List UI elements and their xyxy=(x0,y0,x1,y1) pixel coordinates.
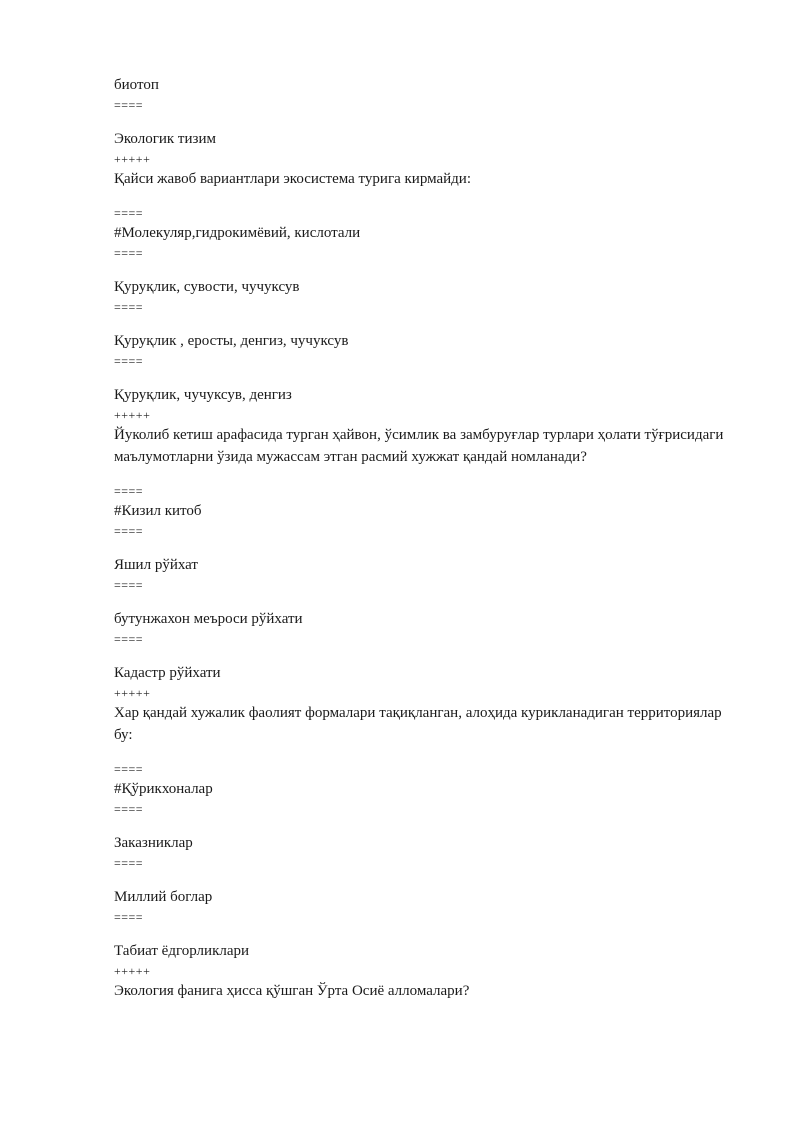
separator-line: ==== xyxy=(114,206,144,220)
separator-line: +++++ xyxy=(114,152,151,166)
separator-line: +++++ xyxy=(114,686,151,700)
separator-line: ==== xyxy=(114,484,144,498)
line-gap xyxy=(114,648,734,662)
answer-text: Миллий боглар xyxy=(114,889,213,905)
separator-line: +++++ xyxy=(114,964,151,978)
separator-line: ==== xyxy=(114,802,144,816)
answer-text: бутунжахон меъроси рўйхати xyxy=(114,611,303,627)
line-gap xyxy=(114,262,734,276)
document-body xyxy=(114,74,734,1002)
answer-text: Қуруқлик, сувости, чучуксув xyxy=(114,279,300,295)
separator-line: ==== xyxy=(114,762,144,776)
answer-text: Экология фанига ҳисса қўшган Ўрта Осиё алломалари? xyxy=(114,983,470,999)
answer-text: #Молекуляр,гидрокимёвий, кислотали xyxy=(114,225,361,241)
separator-line: ==== xyxy=(114,354,144,368)
line-gap xyxy=(114,114,734,128)
answer-text: Кадастр рўйхати xyxy=(114,665,221,681)
answer-text: Табиат ёдгорликлари xyxy=(114,943,250,959)
question-text: Хар қандай хужалик фаолият формалари тақиқланган, алоҳида курикланадиган территориялар бу: xyxy=(114,705,726,743)
line-gap xyxy=(114,926,734,940)
separator-line: +++++ xyxy=(114,408,151,422)
separator-line: ==== xyxy=(114,856,144,870)
separator-line: ==== xyxy=(114,98,144,112)
answer-text: Қуруқлик, чучуксув, денгиз xyxy=(114,387,292,403)
line-gap xyxy=(114,316,734,330)
answer-text: биотоп xyxy=(114,77,159,93)
answer-text: Заказниклар xyxy=(114,835,193,851)
line-gap xyxy=(114,594,734,608)
answer-text: #Кизил китоб xyxy=(114,503,202,519)
answer-text: #Қўрикхоналар xyxy=(114,781,213,797)
separator-line: ==== xyxy=(114,578,144,592)
separator-line: ==== xyxy=(114,246,144,260)
answer-text: Қуруқлик , еросты, денгиз, чучуксув xyxy=(114,333,349,349)
answer-text: Яшил рўйхат xyxy=(114,557,198,573)
separator-line: ==== xyxy=(114,910,144,924)
answer-text: Экологик тизим xyxy=(114,131,216,147)
separator-line: ==== xyxy=(114,632,144,646)
line-gap xyxy=(114,872,734,886)
question-text: Йуколиб кетиш арафасида турган ҳайвон, ўсимлик ва замбуруғлар турлари ҳолати тўғрисидаги маълумотларни ўзида мужассам этган расмий хужжат қандай номланади? xyxy=(114,427,728,465)
line-gap xyxy=(114,818,734,832)
question-text: Қайси жавоб вариантлари экосистема турига кирмайди: xyxy=(114,171,471,187)
separator-line: ==== xyxy=(114,300,144,314)
line-gap xyxy=(114,370,734,384)
line-gap xyxy=(114,540,734,554)
separator-line: ==== xyxy=(114,524,144,538)
